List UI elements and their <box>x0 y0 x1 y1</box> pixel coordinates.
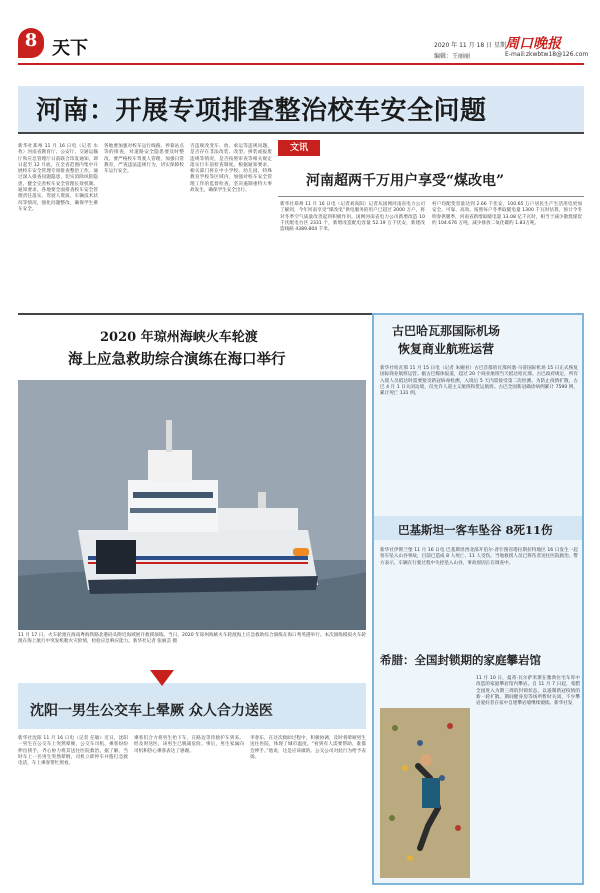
masthead-logo: 周口晚报 <box>505 36 561 52</box>
ferry-caption: 11 月 17 日，火车轮渡在海南粤海铁路北港码头附近海域展开救援演练。当日，2020 年琼州海峡火车轮渡海上应急救助综合演练在海口秀英港举行。本次演练模拟火车轮渡在海上航行中突发机舱火灾险情，检验应急响应能力。新华社记者 张丽芸 摄 <box>18 633 366 645</box>
publication-date: 2020 年 11 月 18 日 星期三 <box>434 42 512 49</box>
shenyang-article-col2: 乘客们合力将男生抬下车，在路边等待救护车到来。经及时送医，该男生已脱离危险。事后，男生家属向司机和热心乘客表达了感谢。 <box>134 736 244 754</box>
headline-rule <box>18 132 584 134</box>
main-article-col2: 各地要加强对校车运行线路、停靠站点等的排查，对道路安全隐患要及时整改。要严格校车驾驶人管理，加强日常教育，严查违法违规行为，切实保障校车运行安全。 <box>104 144 184 175</box>
main-article-col3: 否违规改变车、放、承运等违规问题，是否存在非法改装、改型、拼装或报废违规等情况，是否按照审查等相关规定落实行车前检查制度。根据通知要求，相关部门将在中小学校、幼儿园、特殊教育学校等区域内，加强对校车安全管理工作的监督检查，坚决遏制重特大事故发生，确保学生安全出行。 <box>190 144 272 194</box>
section-name: 天下 <box>52 38 88 59</box>
cuba-headline-line1: 古巴哈瓦那国际机场 <box>392 324 501 338</box>
cuba-headline-line2: 恢复商业航班运营 <box>398 342 495 356</box>
pakistan-headline: 巴基斯坦一客车坠谷 8死11伤 <box>398 523 553 537</box>
ferry-headline-line1: 2020 年琼州海峡火车轮渡 <box>100 330 258 345</box>
contact-email: E-mail:zkwbtw18@126.com <box>505 51 589 58</box>
climbing-wall-illustration <box>380 708 470 878</box>
main-article-col1: 新华社郑州 11 月 16 日电（记者 水孜）河南省教育厅、公安厅、交通运输厅和应急管理厅日前联合印发通知，即日起至 12 月底，在全省范围内集中开展校车安全管理专项排查整治工作。通过深入排查问题隐患，切实消除风险隐患，健全完善校车安全管理长效机制。通知要求，各地要全面排查校车安全管理责任落实、驾驶人资质、车辆技术状况等情况，强化问题整改，确保学生乘车安全。 <box>18 144 98 212</box>
coal-article-col1: 新华社郑州 11 月 16 日电（记者刘高阳）记者从国网河南省电力公司了解到，今年河南享受“煤改电”供电服务的用户已超过 2000 万户，将对冬季空气质量改善起到积极作用。国网河南省电力公司新增改造 10 千伏配电台区 2331 个，新增改造配电容量 52.19 万千伏安，新建改造线路 4389.804 千米。 <box>280 202 425 233</box>
pakistan-article: 新华社伊斯兰堡 11 月 16 日电 巴基斯坦西北部开伯尔-普什图省塔拉斯拉特地区 16 日发生一起客车坠入山谷事故，目前已造成 8 人死亡、11 人受伤。当地救援人员已将伤者送往医院救治。警方表示，车辆在行驶过程中失控坠入山谷，事故原因正在调查中。 <box>380 548 578 566</box>
greece-article: 11 月 10 日，曼蒂·瓦尔萨米斯在雅典住宅车库中改造的家庭攀岩馆内攀岩。自 11 月 7 日起，希腊全国进入为期三周的封锁状态，以遏制新冠疫情的新一轮扩散。期间健身房等场所暂时关闭，不少攀岩爱好者在家中自建攀岩墙继续锻炼。新华社发 <box>476 676 580 707</box>
ferry-illustration <box>18 380 366 630</box>
coal-rule <box>278 196 584 197</box>
shenyang-article-col3: 李春东，在这次救助过程中，积极协调，及时将晕厥男生送往医院，体现了城市温度。“看到有人需要帮助，谁都会伸手。”他说，这是应该做的。公交公司对此行为给予表扬。 <box>250 736 366 760</box>
shenyang-headline: 沈阳一男生公交车上晕厥 众人合力送医 <box>30 703 273 719</box>
editor-credit: 编辑：王丽丽 <box>434 53 471 60</box>
header-rule <box>18 63 584 65</box>
ferry-photo <box>18 380 366 630</box>
greece-photo <box>380 708 470 878</box>
greece-headline: 希腊：全国封锁期的家庭攀岩馆 <box>380 653 541 667</box>
ferry-headline-line2: 海上应急救助综合演练在海口举行 <box>68 351 286 368</box>
section-number: 8 <box>24 30 38 51</box>
coal-headline: 河南超两千万用户享受“煤改电” <box>306 173 505 189</box>
shenyang-article-col1: 新华社沈阳 11 月 16 日电（记者 任敏）近日，沈阳一男生在公交车上突然晕厥，公交车司机、乘客纷纷伸出援手，齐心协力将其送往医院救治。据了解，当时车上一名男生突然晕倒，司机立即停车并拨打急救电话，车上乘客帮忙照看。 <box>18 736 128 767</box>
coal-article-col2: 村户均配变容量达到 2.66 千伏安，100.65 万户居民生产生活用电更加安全、可靠、高效。按照每户冬季取暖电量 1300 千瓦时估算，预计今冬明春供暖季，河南省新增取暖电量 13.08 亿千瓦时，相当于减少散烧煤炭约 104.676 万吨，减少排放二氧化碳约 1.83万吨。 <box>432 202 582 226</box>
main-headline: 河南：开展专项排查整治校车安全问题 <box>36 96 487 126</box>
section-tag: 文讯 <box>278 140 320 156</box>
cuba-article: 新华社哈瓦那 11 月 15 日电（记者 朱婉君）古巴首都哈瓦那何塞·马蒂国际机场 15 日正式恢复国际商业航班运营。据古巴媒体报道，超过 20 个商业航班当天抵达哈瓦那。古巴政府规定，所有入境人员抵达时需要接受新冠病毒检测，入境后 5 天内需接受第二次检测。为防止疫情扩散，古巴 4 月 1 日关闭边境，仅允许人道主义航班和货运航班。古巴全国新冠确诊病例累计 7590 例，累计死亡 131 例。 <box>380 366 578 397</box>
